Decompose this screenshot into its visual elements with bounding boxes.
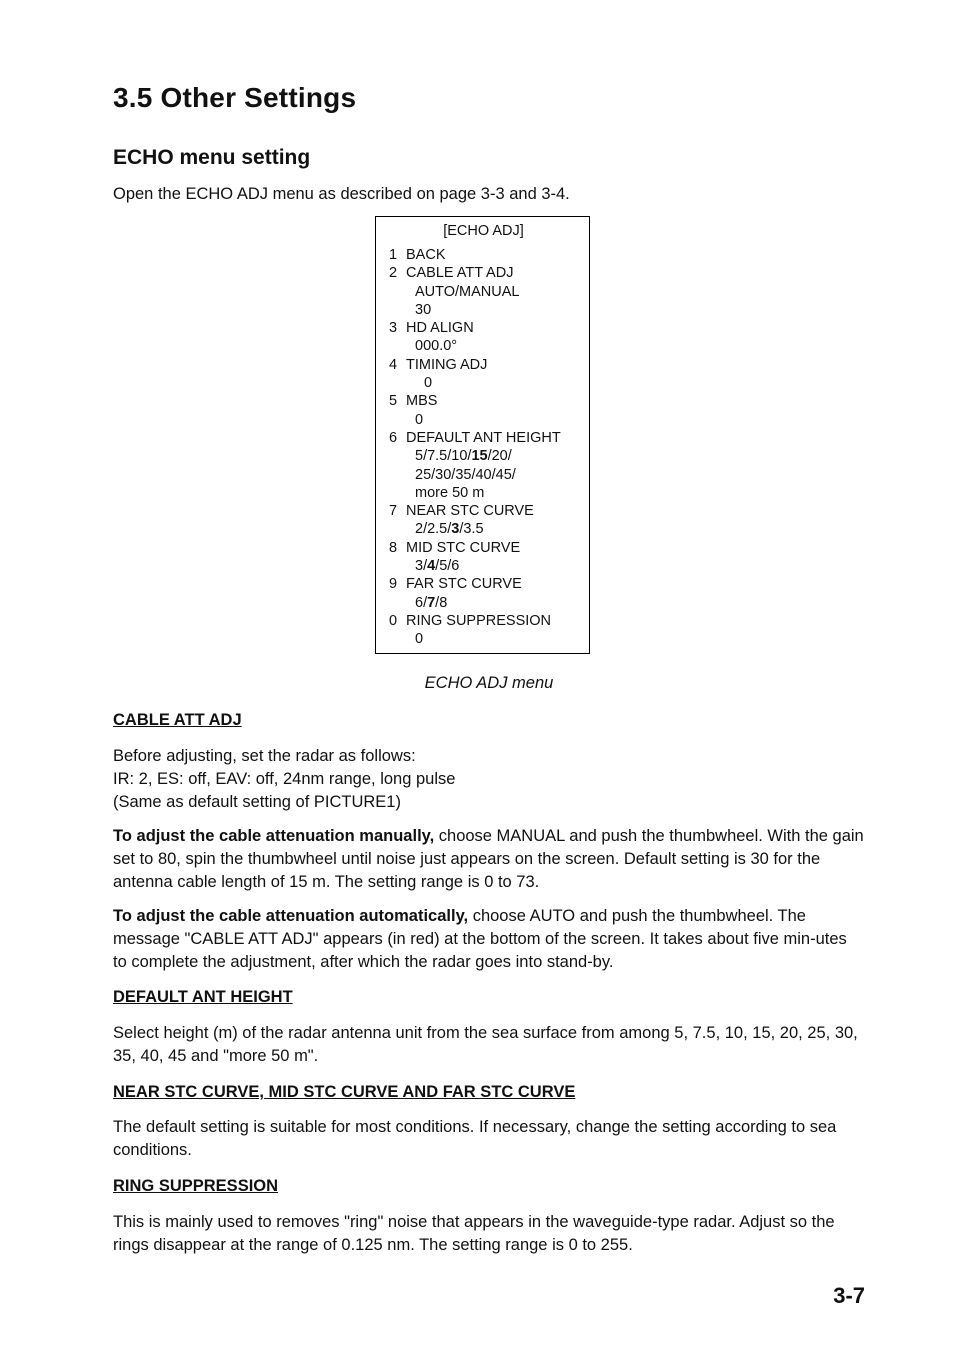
menu-item-setting: 0 bbox=[415, 631, 424, 648]
default-ant-height-heading: DEFAULT ANT HEIGHT bbox=[113, 988, 293, 1006]
option-text: 6/ bbox=[415, 594, 428, 611]
menu-item-setting bbox=[389, 557, 561, 575]
option-text: /5/6 bbox=[435, 558, 460, 575]
menu-item-label: TIMING ADJ bbox=[406, 356, 488, 373]
menu-title: [ECHO ADJ] bbox=[443, 223, 524, 239]
option-text: more 50 m bbox=[415, 484, 485, 501]
menu-list bbox=[389, 246, 561, 649]
intro-text: Open the ECHO ADJ menu as described on page 3-3 and 3-4. bbox=[113, 185, 570, 203]
menu-item-number: 8 bbox=[389, 539, 398, 556]
option-text: 5/7.5/10/ bbox=[415, 448, 472, 465]
menu-item-label: MBS bbox=[406, 393, 438, 410]
option-text: 2/2.5/ bbox=[415, 521, 452, 538]
manual-text: choose MANUAL and push the thumbwheel. With the gain set to 80, spin the thumbwheel until noise just appears on the screen. Default setting is 30 for the antenna cable length of 15 m. The setting range is 0 to 73. bbox=[113, 827, 864, 891]
page-number: 3-7 bbox=[833, 1283, 865, 1308]
menu-item-setting bbox=[389, 484, 561, 502]
menu-item-number: 0 bbox=[389, 612, 398, 629]
menu-item-setting: AUTO/MANUAL bbox=[415, 283, 520, 300]
ant-height-text: Select height (m) of the radar antenna unit from the sea surface from among 5, 7.5, 10, 15, 20, 25, 30, 35, 40, 45 and "more 50 m". bbox=[113, 1024, 858, 1065]
menu-item-label: RING SUPPRESSION bbox=[406, 612, 552, 629]
option-text: 25/30/35/40/45/ bbox=[415, 466, 516, 483]
menu-item bbox=[389, 392, 561, 410]
option-text: /20/ bbox=[487, 448, 512, 465]
cable-before-line: (Same as default setting of PICTURE1) bbox=[113, 793, 401, 811]
menu-item-setting bbox=[389, 466, 561, 484]
menu-item bbox=[389, 429, 561, 447]
ring-text: This is mainly used to removes "ring" noise that appears in the waveguide-type radar. Adjust so the rings disappear at the range of 0.125 nm. The setting range is 0 to 255. bbox=[113, 1213, 835, 1254]
figure-caption: ECHO ADJ menu bbox=[424, 674, 554, 692]
echo-adj-menu bbox=[375, 216, 590, 654]
cable-before-line: Before adjusting, set the radar as follows: bbox=[113, 747, 416, 765]
auto-lead: To adjust the cable attenuation automatically, bbox=[113, 907, 469, 925]
menu-item-number: 1 bbox=[389, 247, 398, 263]
menu-item bbox=[389, 319, 561, 337]
menu-item-label: MID STC CURVE bbox=[406, 539, 521, 556]
ring-suppression-heading: RING SUPPRESSION bbox=[113, 1177, 279, 1195]
cable-before-line: IR: 2, ES: off, EAV: off, 24nm range, long pulse bbox=[113, 770, 456, 788]
menu-item-number: 7 bbox=[389, 503, 398, 520]
menu-item-number: 6 bbox=[389, 429, 398, 446]
menu-item-number: 2 bbox=[389, 265, 398, 282]
menu-item-label: FAR STC CURVE bbox=[406, 576, 522, 593]
menu-item-number: 4 bbox=[389, 356, 398, 373]
menu-item-number: 3 bbox=[389, 320, 398, 337]
cable-auto-paragraph bbox=[113, 905, 865, 974]
menu-item-number: 9 bbox=[389, 576, 398, 593]
menu-item-label: HD ALIGN bbox=[406, 320, 474, 337]
menu-item-setting: 0 bbox=[424, 375, 433, 392]
menu-item bbox=[389, 502, 561, 520]
menu-item-label: NEAR STC CURVE bbox=[406, 503, 534, 520]
menu-item bbox=[389, 612, 561, 630]
stc-text: The default setting is suitable for most conditions. If necessary, change the setting according to sea conditions. bbox=[113, 1118, 837, 1159]
menu-item-label: DEFAULT ANT HEIGHT bbox=[406, 429, 561, 446]
menu-item-number: 5 bbox=[389, 393, 398, 410]
menu-item-setting bbox=[389, 520, 561, 538]
cable-before-text bbox=[113, 745, 865, 814]
menu-item-setting bbox=[389, 594, 561, 612]
menu-item bbox=[389, 264, 561, 282]
auto-text: choose AUTO and push the thumbwheel. The message "CABLE ATT ADJ" appears (in red) at the bottom of the screen. It takes about five min-utes to complete the adjustment, after which the radar goes into stand-by. bbox=[113, 907, 847, 971]
manual-lead: To adjust the cable attenuation manually, bbox=[113, 827, 435, 845]
menu-item bbox=[389, 539, 561, 557]
cable-att-adj-heading: CABLE ATT ADJ bbox=[113, 711, 242, 729]
default-value: 3 bbox=[451, 521, 460, 538]
cable-manual-paragraph bbox=[113, 825, 865, 894]
menu-item bbox=[389, 356, 561, 374]
default-value: 15 bbox=[471, 448, 488, 465]
menu-item-label: BACK bbox=[406, 247, 446, 263]
menu-item-setting: 0 bbox=[415, 411, 424, 428]
default-value: 7 bbox=[427, 594, 436, 611]
option-text: /8 bbox=[435, 594, 448, 611]
menu-item bbox=[389, 575, 561, 593]
option-text: 3/ bbox=[415, 558, 428, 575]
subsection-title: ECHO menu setting bbox=[113, 146, 311, 169]
menu-item-setting: 30 bbox=[415, 301, 432, 318]
stc-curve-heading: NEAR STC CURVE, MID STC CURVE AND FAR STC CURVE bbox=[113, 1083, 576, 1101]
menu-item-setting bbox=[389, 447, 561, 465]
menu-item bbox=[389, 246, 561, 264]
default-value: 4 bbox=[427, 558, 436, 575]
option-text: /3.5 bbox=[459, 521, 484, 538]
section-title: 3.5 Other Settings bbox=[113, 82, 357, 113]
menu-item-label: CABLE ATT ADJ bbox=[406, 265, 514, 282]
menu-item-setting: 000.0° bbox=[415, 338, 458, 355]
